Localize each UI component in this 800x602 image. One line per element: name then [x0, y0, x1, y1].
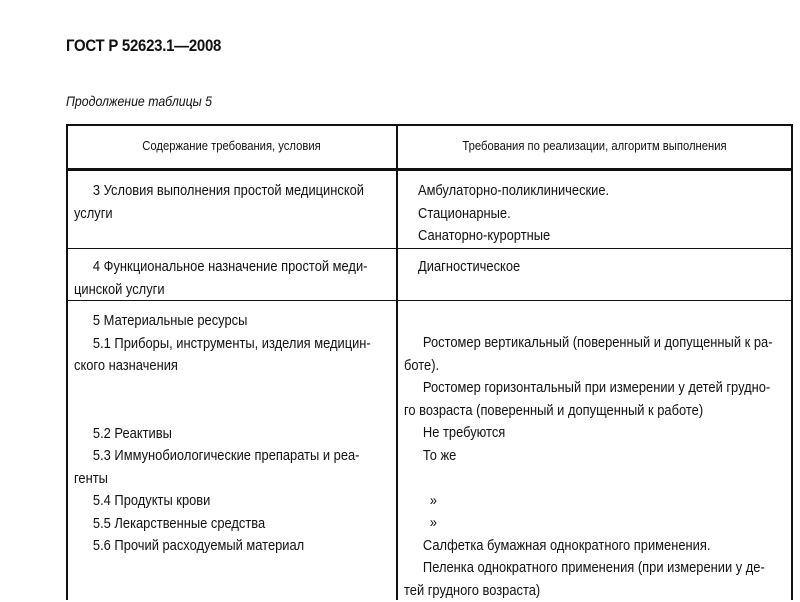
- cell-text: 5.5 Лекарственные средства: [74, 513, 371, 536]
- cell-text: То же: [404, 445, 772, 468]
- ditto-mark: »: [404, 512, 772, 535]
- cell-text: цинской услуги: [74, 279, 367, 302]
- header-implementation-requirements: Требования по реализации, алгоритм выполнения: [418, 139, 772, 153]
- cell-text: 4 Функциональное назначение простой меди-: [74, 256, 367, 279]
- cell-text: Амбулаторно-поликлинические.: [418, 180, 609, 203]
- table-continuation-caption: Продолжение таблицы 5: [66, 93, 212, 109]
- cell-text: Пеленка однократного применения (при измерении у де-: [404, 557, 772, 580]
- cell-text: Санаторно-курортные: [418, 225, 609, 248]
- column-divider: [396, 124, 398, 600]
- table-row-conditions-left: [74, 180, 364, 225]
- header-requirement-content: Содержание требования, условия: [84, 139, 378, 153]
- row-divider: [66, 248, 793, 249]
- cell-text: го возраста (поверенный и допущенный к работе): [404, 400, 772, 423]
- cell-text: 5.1 Приборы, инструменты, изделия медицин-: [74, 333, 371, 356]
- cell-text: Стационарные.: [418, 203, 609, 226]
- cell-text: 3 Условия выполнения простой медицинской: [74, 180, 364, 203]
- cell-text: тей грудного возраста): [404, 580, 772, 602]
- cell-text: 5.3 Иммунобиологические препараты и реа-: [74, 445, 371, 468]
- table-row-purpose-right: [418, 256, 520, 279]
- cell-text: генты: [74, 468, 371, 491]
- ditto-mark: »: [404, 490, 772, 513]
- cell-text: 5.4 Продукты крови: [74, 490, 371, 513]
- cell-text: 5 Материальные ресурсы: [74, 310, 371, 333]
- cell-text: Ростомер вертикальный (поверенный и допущенный к ра-: [404, 332, 772, 355]
- cell-text: услуги: [74, 203, 364, 226]
- cell-text: боте).: [404, 355, 772, 378]
- cell-text: Салфетка бумажная однократного применения.: [404, 535, 772, 558]
- table-row-purpose-left: [74, 256, 367, 301]
- table-row-resources-left: [74, 310, 371, 558]
- cell-text: 5.6 Прочий расходуемый материал: [74, 535, 371, 558]
- header-divider-double: [66, 170, 793, 171]
- document-standard-number: ГОСТ Р 52623.1—2008: [66, 36, 221, 56]
- table-row-conditions-right: [418, 180, 609, 248]
- cell-text: Ростомер горизонтальный при измерении у детей грудно-: [404, 377, 772, 400]
- cell-text: Диагностическое: [418, 256, 520, 279]
- cell-text: Не требуются: [404, 422, 772, 445]
- cell-text: 5.2 Реактивы: [74, 423, 371, 446]
- table-row-resources-right: [404, 332, 772, 602]
- cell-text: ского назначения: [74, 355, 371, 378]
